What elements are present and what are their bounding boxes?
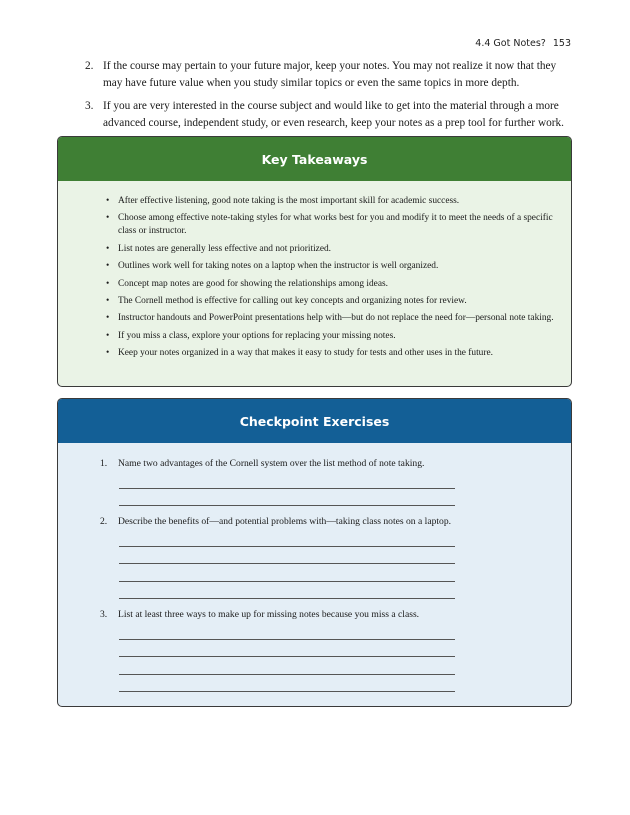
takeaway-text: Instructor handouts and PowerPoint presentations help with—but do not replace the need for—personal note taking. xyxy=(118,313,554,324)
exercise-number: 2. xyxy=(100,516,108,527)
intro-item xyxy=(85,98,575,131)
exercise-text: Describe the benefits of—and potential problems with—taking class notes on a laptop. xyxy=(118,516,452,527)
answer-line[interactable] xyxy=(119,547,455,564)
page-number: 153 xyxy=(552,38,571,49)
exercise-number: 1. xyxy=(100,458,108,469)
takeaway-text: If you miss a class, explore your options for replacing your missing notes. xyxy=(118,330,396,341)
takeaway-text: The Cornell method is effective for calling out key concepts and organizing notes for review. xyxy=(118,295,467,306)
takeaway-text: Choose among effective note-taking styles for what works best for you and modify it to meet the needs of a specific class or instructor. xyxy=(118,213,553,237)
takeaway-item xyxy=(106,330,559,343)
intro-item xyxy=(85,58,575,91)
bullet-icon: • xyxy=(106,261,110,272)
exercise-question xyxy=(100,515,520,528)
takeaway-item xyxy=(106,260,559,273)
bullet-icon: • xyxy=(106,243,110,254)
checkpoint-exercises-box xyxy=(57,398,572,707)
key-takeaways-box xyxy=(57,136,572,387)
takeaway-text: Keep your notes organized in a way that makes it easy to study for tests and other uses in the future. xyxy=(118,348,493,359)
checkpoint-exercises-title: Checkpoint Exercises xyxy=(58,399,571,443)
bullet-icon: • xyxy=(106,295,110,306)
answer-line[interactable] xyxy=(119,582,455,599)
intro-item-text: If you are very interested in the course subject and would like to get into the material through a more advanced course, independent study, or even research, keep your notes as a prep tool for further work. xyxy=(103,100,565,129)
bullet-icon: • xyxy=(106,348,110,359)
exercise-text: Name two advantages of the Cornell system over the list method of note taking. xyxy=(118,458,425,469)
takeaway-item xyxy=(106,195,559,208)
bullet-icon: • xyxy=(106,196,110,206)
bullet-icon: • xyxy=(106,213,110,224)
exercise-question xyxy=(100,457,520,470)
answer-line[interactable] xyxy=(119,675,455,692)
exercise-item xyxy=(100,457,520,506)
takeaway-text: After effective listening, good note taking is the most important skill for academic success. xyxy=(118,196,460,206)
answer-line[interactable] xyxy=(119,489,455,506)
answer-line[interactable] xyxy=(119,564,455,581)
answer-line[interactable] xyxy=(119,470,455,489)
exercise-item xyxy=(100,608,520,692)
takeaway-text: Concept map notes are good for showing the relationships among ideas. xyxy=(118,278,388,289)
bullet-icon: • xyxy=(106,278,110,289)
bullet-icon: • xyxy=(106,330,110,341)
takeaway-text: Outlines work well for taking notes on a laptop when the instructor is well organized. xyxy=(118,261,439,272)
exercise-question xyxy=(100,608,520,621)
answer-line[interactable] xyxy=(119,640,455,657)
takeaway-item xyxy=(106,295,559,308)
key-takeaways-title: Key Takeaways xyxy=(58,137,571,181)
section-title: 4.4 Got Notes? xyxy=(475,38,546,49)
bullet-icon: • xyxy=(106,313,110,324)
intro-item-number: 3. xyxy=(85,100,94,112)
answer-line[interactable] xyxy=(119,621,455,640)
intro-item-number: 2. xyxy=(85,60,94,72)
key-takeaways-list xyxy=(58,181,571,360)
intro-item-text: If the course may pertain to your future major, keep your notes. You may not realize it now that they may have future value when you study similar topics or even the same topics in more depth. xyxy=(103,60,557,89)
running-header xyxy=(475,38,571,49)
intro-list xyxy=(85,58,575,138)
takeaway-text: List notes are generally less effective and not prioritized. xyxy=(118,243,332,254)
takeaway-item xyxy=(106,243,559,256)
takeaway-item xyxy=(106,212,559,238)
answer-line[interactable] xyxy=(119,528,455,547)
exercise-item xyxy=(100,515,520,599)
answer-line[interactable] xyxy=(119,657,455,674)
exercise-number: 3. xyxy=(100,609,108,620)
takeaway-item xyxy=(106,278,559,291)
takeaway-item xyxy=(106,347,559,360)
exercise-text: List at least three ways to make up for missing notes because you miss a class. xyxy=(118,609,420,620)
takeaway-item xyxy=(106,312,559,325)
